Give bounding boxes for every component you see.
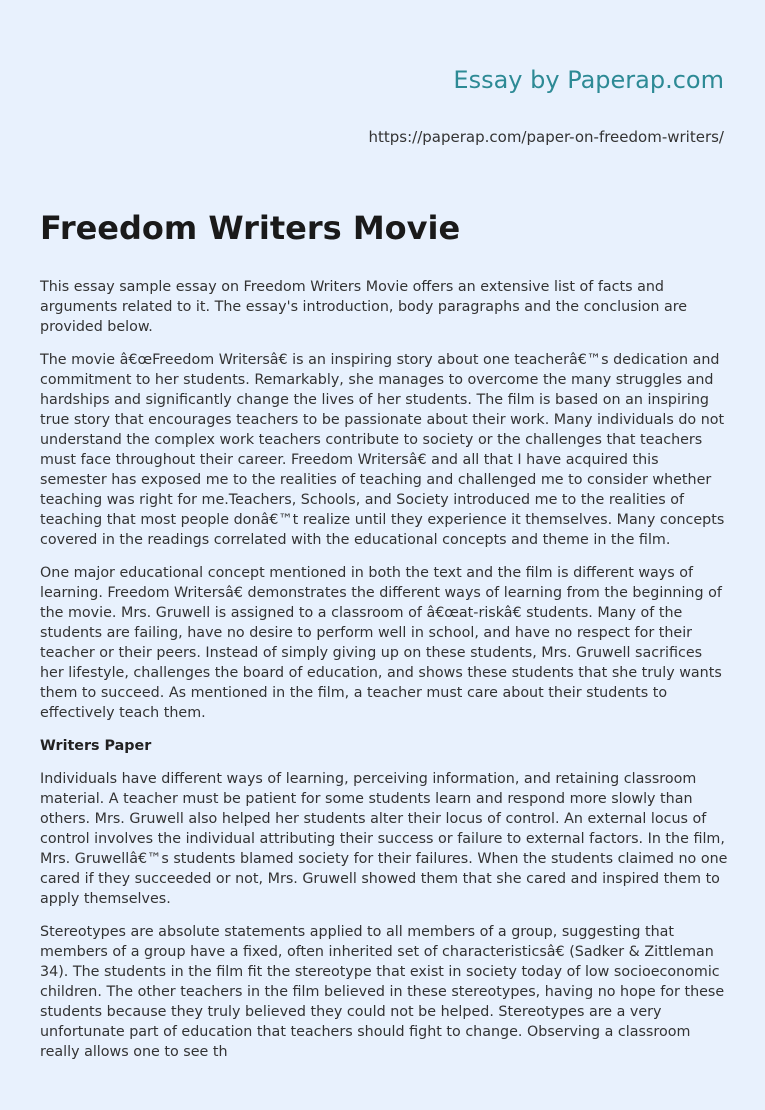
essay-body (40, 277, 728, 1075)
intro-paragraph: This essay sample essay on Freedom Writers Movie offers an extensive list of facts and arguments related to it. The essay's introduction, body paragraphs and the conclusion are provided below. (40, 279, 688, 335)
body-paragraph: One major educational concept mentioned in both the text and the film is different ways of learning. Freedom Writersâ€ demonstrates the different ways of learning from the beginning of the movie. Mrs. Gruwell is assigned to a classroom of â€œat-riskâ€ students. Many of the students are failing, have no desire to perform well in school, and have no respect for their teacher or their peers. Instead of simply giving up on these students, Mrs. Gruwell sacrifices her lifestyle, challenges the board of education, and shows these students that she truly wants them to succeed. As mentioned in the film, a teacher must care about their students to effectively teach them. (40, 565, 722, 721)
section-heading: Writers Paper (40, 738, 152, 754)
site-brand[interactable]: Essay by Paperap.com (453, 66, 724, 94)
body-paragraph: The movie â€œFreedom Writersâ€ is an inspiring story about one teacherâ€™s dedication and commitment to her students. Remarkably, she manages to overcome the many struggles and hardships and significantly change the lives of her students. The film is based on an inspiring true story that encourages teachers to be passionate about their work. Many individuals do not understand the complex work teachers contribute to society or the challenges that teachers must face throughout their career. Freedom Writersâ€ and all that I have acquired this semester has exposed me to the realities of teaching and challenged me to consider whether teaching was right for me.Teachers, Schools, and Society introduced me to the realities of teaching that most people donâ€™t realize until they experience it themselves. Many concepts covered in the readings correlated with the educational concepts and theme in the film. (40, 352, 725, 548)
body-paragraph: Individuals have different ways of learning, perceiving information, and retaining classroom material. A teacher must be patient for some students learn and respond more slowly than others. Mrs. Gruwell also helped her students alter their locus of control. An external locus of control involves the individual attributing their success or failure to external factors. In the film, Mrs. Gruwellâ€™s students blamed society for their failures. When the students claimed no one cared if they succeeded or not, Mrs. Gruwell showed them that she cared and inspired them to apply themselves. (40, 771, 728, 907)
essay-title: Freedom Writers Movie (40, 209, 461, 247)
source-url-link[interactable]: https://paperap.com/paper-on-freedom-writers/ (368, 128, 724, 146)
body-paragraph: Stereotypes are absolute statements applied to all members of a group, suggesting that members of a group have a fixed, often inherited set of characteristicsâ€ (Sadker & Zittleman 34). The students in the film fit the stereotype that exist in society today of low socioeconomic children. The other teachers in the film believed in these stereotypes, having no hope for these students because they truly believed they could not be helped. Stereotypes are a very unfortunate part of education that teachers should fight to change. Observing a classroom really allows one to see th (40, 924, 725, 1060)
